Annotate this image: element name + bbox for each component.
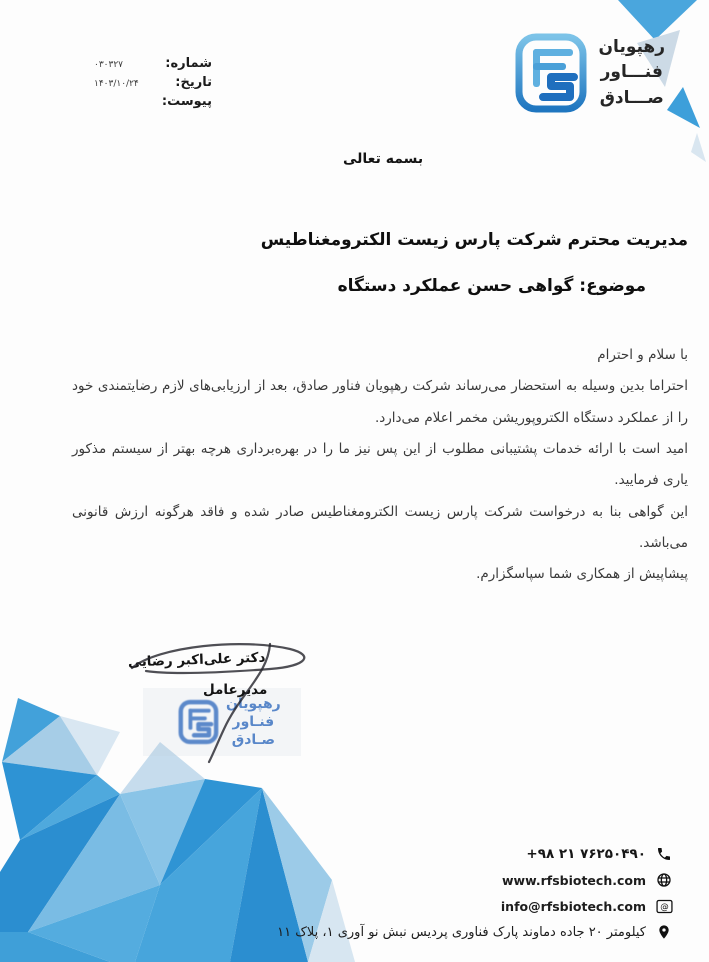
location-pin-icon (655, 923, 673, 941)
closing-line: پیشاپیش از همکاری شما سپاسگزارم. (476, 566, 688, 583)
meta-row-attachment (94, 94, 212, 113)
postal-address: کیلومتر ۲۰ جاده دماوند پارک فناوری پردیس نبش نو آوری ۱، پلاک ۱۱ (277, 924, 646, 940)
recipient-heading: مدیریت محترم شرکت پارس زیست الکترومغناطیس (260, 230, 688, 250)
date-label: تاریخ: (175, 75, 212, 90)
meta-row-number (94, 56, 212, 75)
footer-website-row (502, 871, 673, 889)
footer-contact-block (277, 845, 673, 941)
number-value: ۰۳۰۳۲۷ (94, 60, 124, 70)
globe-icon (655, 871, 673, 889)
company-name-line3: صـــادق (599, 87, 664, 108)
paragraph-3: این گواهی بنا به درخواست شرکت پارس زیست الکترومغناطیس صادر شده و فاقد هرگونه ارزش قانونی می‌باشد. (72, 503, 688, 551)
basmala-heading: بسمه تعالی (343, 151, 424, 167)
letter-body (72, 340, 688, 591)
website-url: www.rfsbiotech.com (502, 872, 646, 888)
stamp-line2: فنـاور (232, 713, 275, 730)
company-name-line1: رهپویان (598, 36, 665, 57)
company-name-line2: فنـــاور (600, 62, 663, 83)
phone-icon (655, 845, 673, 863)
company-name (599, 35, 665, 112)
svg-text:@: @ (659, 901, 669, 912)
paragraph-1: احتراما بدین وسیله به استحضار می‌رساند شرکت رهپویان فناور صادق، بعد از ارزیابی‌های لازم رضایتمندی خود را از عملکرد دستگاه الکتروپوریشن مخمر اعلام می‌دارد. (72, 378, 688, 426)
subject-heading: موضوع: گواهی حسن عملکرد دستگاه (337, 276, 646, 296)
phone-number: +۹۸ ۲۱ ۷۶۲۵۰۴۹۰ (526, 846, 646, 862)
handwritten-signature (118, 636, 328, 766)
letter-meta-block (94, 56, 212, 113)
signatory-title: مدیرعامل (203, 682, 268, 698)
date-value: ۱۴۰۳/۱۰/۲۴ (94, 79, 139, 89)
salutation-line: با سلام و احترام (597, 347, 688, 363)
email-icon (655, 897, 673, 915)
paragraph-2: امید است با ارائه خدمات پشتیبانی مطلوب از این پس نیز ما را در بهره‌برداری هرچه بهتر از سیستم مذکور یاری فرمایید. (72, 440, 688, 489)
signatory-name: دکتر علی‌اکبر رضایی (127, 649, 266, 671)
email-address: info@rfsbiotech.com (500, 898, 646, 914)
stamp-line3: صـادق (231, 732, 275, 749)
footer-phone-row (526, 845, 673, 863)
attachment-label: پیوست: (161, 94, 212, 109)
footer-email-row (501, 897, 673, 915)
stamp-line1: رهپویان (226, 695, 281, 712)
rfs-logo-icon (514, 33, 590, 113)
meta-row-date (94, 75, 212, 94)
company-logo (514, 33, 665, 113)
footer-address-row (277, 923, 673, 941)
number-label: شماره: (165, 56, 212, 71)
